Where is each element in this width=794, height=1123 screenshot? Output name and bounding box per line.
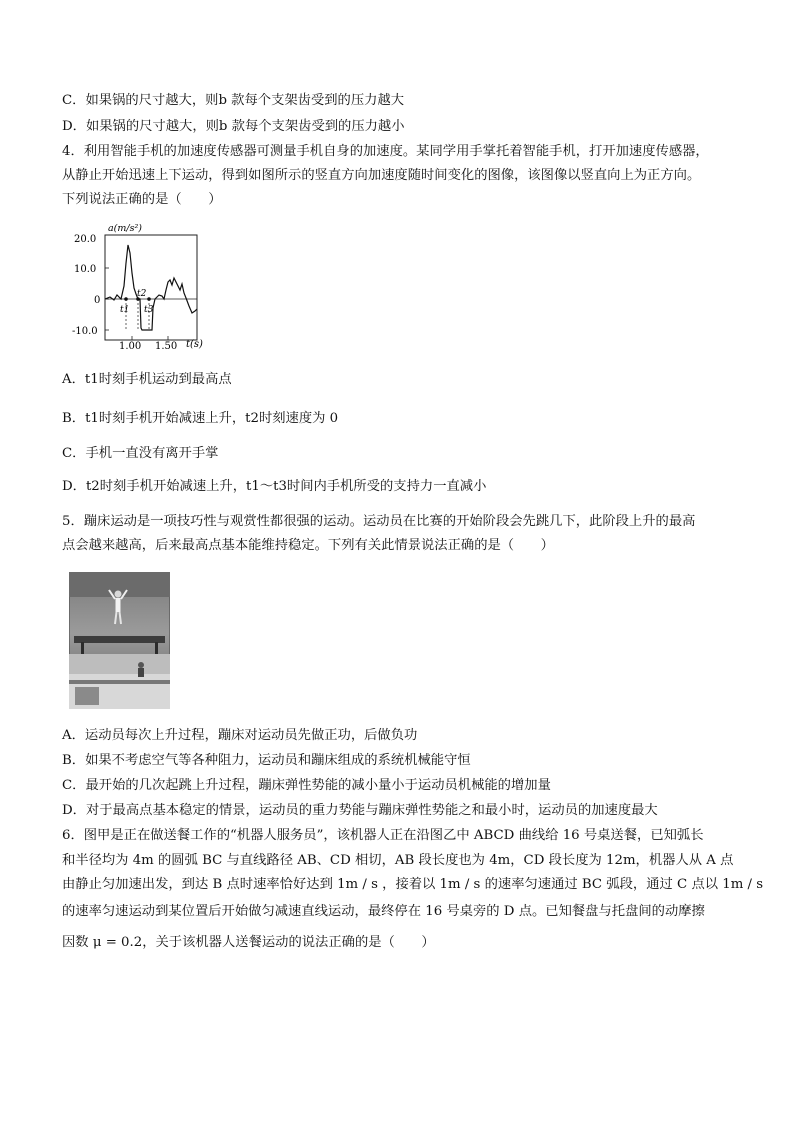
q4-stem-line3: 下列说法正确的是（ ） — [62, 192, 222, 207]
marker-t1: t1 — [120, 305, 130, 315]
y-tick-0: 0 — [94, 295, 101, 306]
q5-option-b: B．如果不考虑空气等各种阻力，运动员和蹦床组成的系统机械能守恒 — [62, 753, 471, 768]
q4-stem-line1: 4．利用智能手机的加速度传感器可测量手机自身的加速度。某同学用手掌托着智能手机，打开加速度传感器， — [62, 144, 709, 159]
q6-stem-line1: 6．图甲是正在做送餐工作的“机器人服务员”，该机器人正在沿图乙中 ABCD 曲线给 16 号桌送餐，已知弧长 — [62, 828, 704, 843]
q4-stem-line2: 从静止开始迅速上下运动，得到如图所示的竖直方向加速度随时间变化的图像，该图像以竖直向上为正方向。 — [62, 168, 701, 183]
q6-stem-line3: 由静止匀加速出发，到达 B 点时速率恰好达到 1m / s ，接着以 1m / s 的速率匀速通过 BC 弧段，通过 C 点以 1m / s — [62, 877, 764, 892]
acceleration-graph — [72, 218, 204, 354]
q5-stem-line2: 点会越来越高，后来最高点基本能维持稳定。下列有关此情景说法正确的是（ ） — [62, 538, 554, 553]
y-tick-10: 10.0 — [74, 264, 97, 275]
q4-option-d: D．t2时刻手机开始减速上升，t1～t3时间内手机所受的支持力一直减小 — [62, 479, 487, 494]
y-tick-20: 20.0 — [74, 234, 97, 245]
q3-option-d: D．如果锅的尺寸越大，则b 款每个支架齿受到的压力越小 — [62, 119, 405, 134]
x-tick-1.50: 1.50 — [155, 341, 178, 352]
q5-option-a: A．运动员每次上升过程，蹦床对运动员先做正功，后做负功 — [62, 728, 418, 743]
q4-option-c: C．手机一直没有离开手掌 — [62, 446, 219, 461]
q3-option-c: C．如果锅的尺寸越大，则b 款每个支架齿受到的压力越大 — [62, 93, 405, 108]
q6-stem-line5: 因数 μ = 0.2，关于该机器人送餐运动的说法正确的是（ ） — [62, 935, 435, 950]
q5-option-c: C．最开始的几次起跳上升过程，蹦床弹性势能的减小量小于运动员机械能的增加量 — [62, 778, 551, 793]
marker-t2: t2 — [137, 289, 147, 299]
q6-stem-line2: 和半径均为 4m 的圆弧 BC 与直线路径 AB、CD 相切，AB 段长度也为 4m，CD 段长度为 12m，机器人从 A 点 — [62, 853, 734, 868]
q4-option-a: A．t1时刻手机运动到最高点 — [62, 372, 232, 387]
q6-stem-line4: 的速率匀速运动到某位置后开始做匀减速直线运动，最终停在 16 号桌旁的 D 点。已知餐盘与托盘间的动摩擦 — [62, 904, 705, 919]
x-axis-label: t(s) — [186, 339, 203, 350]
marker-t3: t3 — [144, 305, 154, 315]
x-tick-1.00: 1.00 — [119, 341, 142, 352]
q5-option-d: D．对于最高点基本稳定的情景，运动员的重力势能与蹦床弹性势能之和最小时，运动员的加速度最大 — [62, 803, 658, 818]
acceleration-curve — [105, 245, 197, 330]
y-tick-neg10: -10.0 — [72, 326, 98, 337]
y-axis-label: a(m/s²) — [108, 223, 142, 234]
trampoline-photo — [69, 572, 170, 709]
q4-option-b: B．t1时刻手机开始减速上升，t2时刻速度为 0 — [62, 411, 339, 426]
q5-stem-line1: 5．蹦床运动是一项技巧性与观赏性都很强的运动。运动员在比赛的开始阶段会先跳几下，此阶段上升的最高 — [62, 514, 696, 529]
